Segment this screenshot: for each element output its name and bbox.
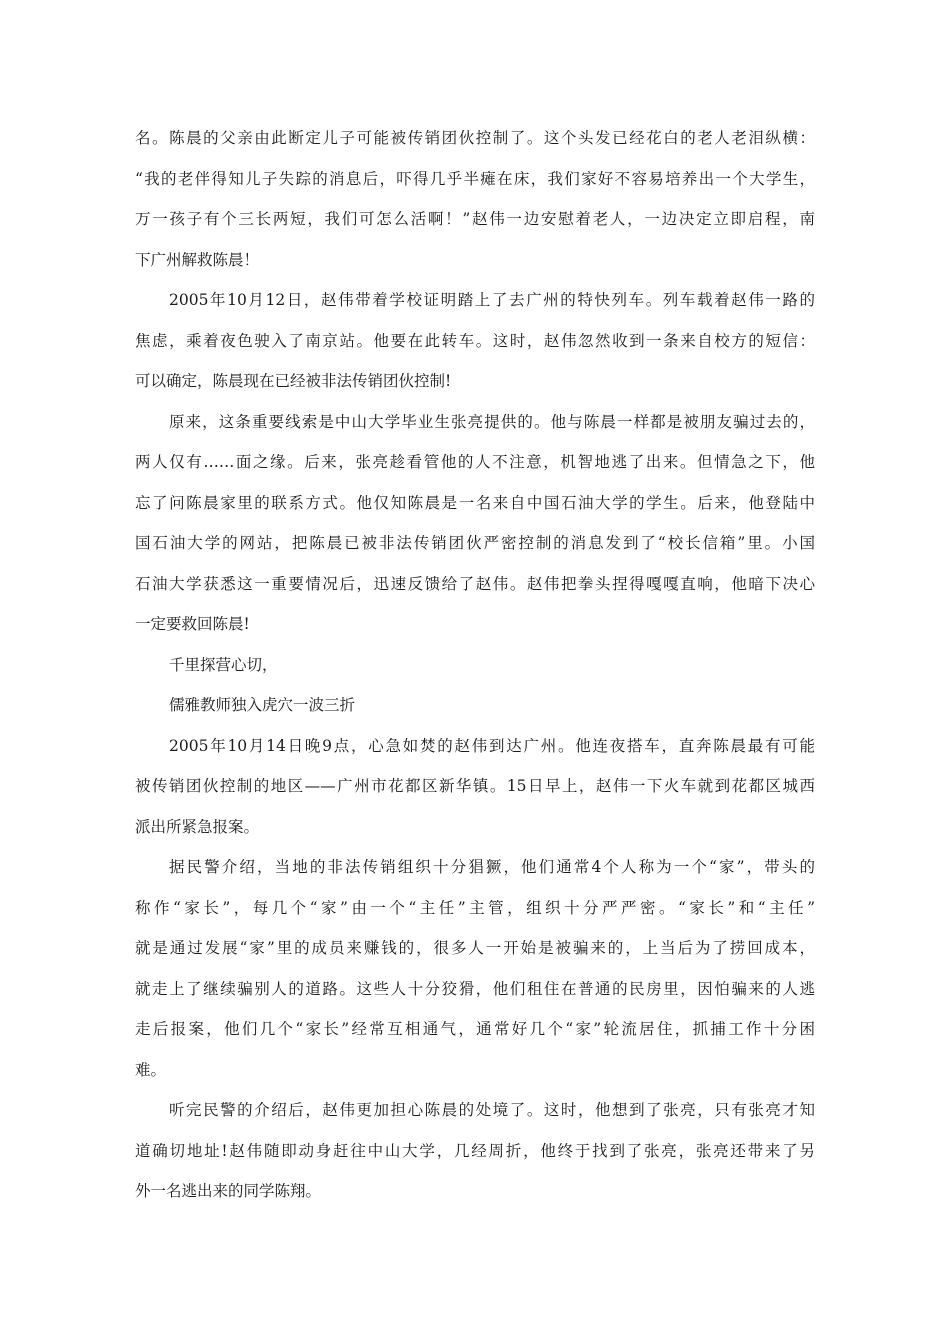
text-line: 焦虑，乘着夜色驶入了南京站。他要在此转车。这时，赵伟忽然收到一条来自校方的短信： bbox=[135, 331, 815, 350]
text-line: 就是通过发展“家”里的成员来赚钱的，很多人一开始是被骗来的，上当后为了捞回成本， bbox=[135, 939, 815, 957]
text-line: “我的老伴得知儿子失踪的消息后，吓得几乎半瘫在床，我们家好不容易培养出一个大学生， bbox=[135, 169, 815, 188]
text-line: 万一孩子有个三长两短，我们可怎么活啊！”赵伟一边安慰着老人，一边决定立即启程，南 bbox=[135, 210, 815, 228]
text-line: 忘了问陈晨家里的联系方式。他仅知陈晨是一名来自中国石油大学的学生。后来，他登陆中 bbox=[135, 493, 815, 512]
text-line: 名。陈晨的父亲由此断定儿子可能被传销团伙控制了。这个头发已经花白的老人老泪纵横： bbox=[135, 129, 815, 147]
text-line: 外一名逃出来的同学陈翔。 bbox=[135, 1182, 322, 1200]
text-line: 派出所紧急报案。 bbox=[135, 817, 260, 836]
text-line: 石油大学获悉这一重要情况后，迅速反馈给了赵伟。赵伟把拳头捏得嘎嘎直响，他暗下决心 bbox=[135, 574, 815, 593]
text-line: 就走上了继续骗别人的道路。这些人十分狡猾，他们租住在普通的民房里，因怕骗来的人逃 bbox=[135, 979, 815, 998]
text-line: 国石油大学的网站，把陈晨已被非法传销团伙严密控制的消息发到了“校长信箱”里。小国 bbox=[135, 534, 815, 552]
text-line: 被传销团伙控制的地区——广州市花都区新华镇。15日早上，赵伟一下火车就到花都区城西 bbox=[135, 777, 815, 795]
text-line: 两人仅有……面之缘。后来，张亮趁看管他的人不注意，机智地逃了出来。但情急之下，他 bbox=[135, 453, 815, 471]
text-line: 称作“家长”，每几个“家”由一个“主任”主管，组织十分严严密。“家长”和“主任” bbox=[135, 898, 815, 917]
text-line: 道确切地址!赵伟随即动身赶往中山大学，几经周折，他终于找到了张亮，张亮还带来了另 bbox=[135, 1141, 815, 1160]
paragraph-first-line: 2005年10月14日晚9点，心急如焚的赵伟到达广州。他连夜搭车，直奔陈晨最有可能 bbox=[169, 736, 815, 755]
text-line: 下广州解救陈晨！ bbox=[135, 250, 260, 269]
text-line: 可以确定，陈晨现在已经被非法传销团伙控制! bbox=[135, 372, 452, 390]
text-line: 一定要救回陈晨! bbox=[135, 615, 250, 633]
paragraph-first-line: 2005年10月12日，赵伟带着学校证明踏上了去广州的特快列车。列车载着赵伟一路的 bbox=[169, 291, 815, 309]
text-line: 走后报案，他们几个“家长”经常互相通气，通常好几个“家”轮流居住，抓捕工作十分困 bbox=[135, 1020, 815, 1038]
paragraph-first-line: 听完民警的介绍后，赵伟更加担心陈晨的处境了。这时，他想到了张亮，只有张亮才知 bbox=[169, 1101, 815, 1119]
text-line: 难。 bbox=[135, 1060, 167, 1079]
section-heading-line: 儒雅教师独入虎穴一波三折 bbox=[169, 696, 356, 714]
section-heading-line: 千里探营心切， bbox=[169, 655, 278, 674]
document-page bbox=[135, 118, 815, 1212]
paragraph-first-line: 原来，这条重要线索是中山大学毕业生张亮提供的。他与陈晨一样都是被朋友骗过去的， bbox=[169, 412, 815, 431]
paragraph-first-line: 据民警介绍，当地的非法传销组织十分猖獗，他们通常4个人称为一个“家”，带头的 bbox=[169, 858, 815, 876]
